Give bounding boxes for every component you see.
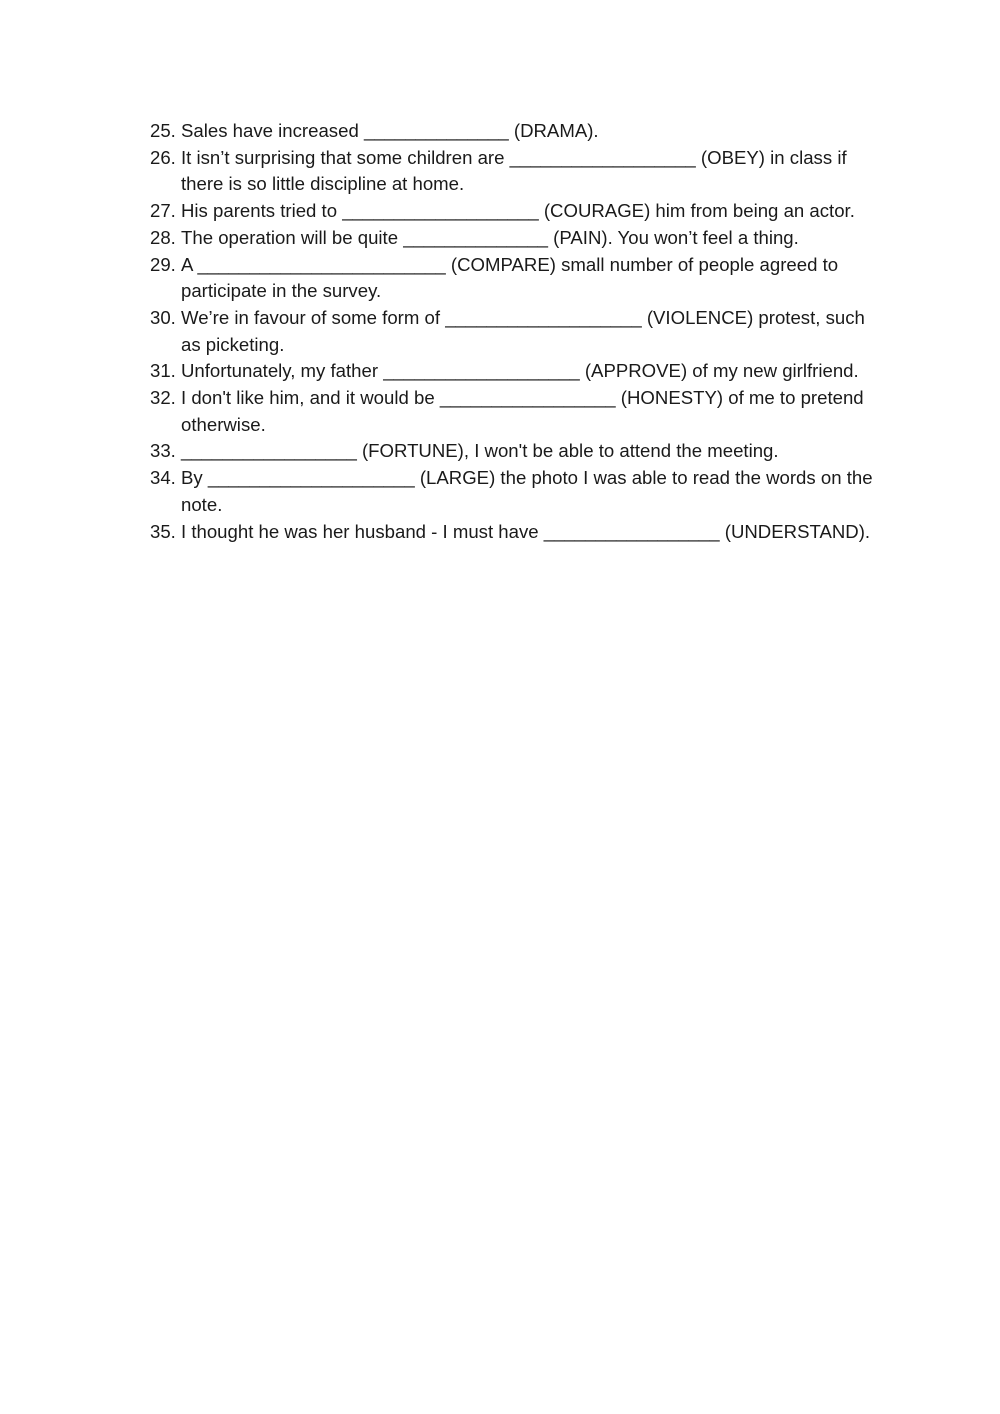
item-number: 35. [150,520,176,542]
item-number: 25. [150,120,176,141]
item-number: 29. [150,253,176,275]
worksheet-exercise-list [150,118,885,545]
item-number: 33. [150,440,176,462]
exercise-item-28 [150,225,885,252]
exercise-item-26 [150,145,885,198]
item-text: I don't like him, and it would be _________________ (HONESTY) of me to pretend otherwise. [181,387,864,435]
exercise-item-25 [150,118,885,145]
item-number: 27. [150,200,176,222]
item-text: Unfortunately, my father ___________________ (APPROVE) of my new girlfriend. [181,360,859,382]
item-number: 32. [150,387,176,409]
exercise-item-35 [150,519,885,546]
item-text: His parents tried to ___________________ (COURAGE) him from being an actor. [181,200,855,222]
exercise-item-27 [150,198,885,225]
item-number: 28. [150,226,176,248]
item-number: 26. [150,146,176,168]
item-text: By ____________________ (LARGE) the photo I was able to read the words on the note. [181,467,873,515]
item-number: 31. [150,360,176,382]
exercise-item-31 [150,358,885,385]
item-number: 30. [150,306,176,328]
item-text: The operation will be quite ______________ (PAIN). You won’t feel a thing. [181,226,799,248]
exercise-item-29 [150,252,885,305]
item-text: We’re in favour of some form of ___________________ (VIOLENCE) protest, such as picketing. [181,306,865,355]
exercise-item-30 [150,305,885,358]
item-text: I thought he was her husband - I must have _________________ (UNDERSTAND). [181,520,871,542]
item-text: It isn’t surprising that some children are __________________ (OBEY) in class if there is so little discipline at home. [181,146,847,195]
item-text: _________________ (FORTUNE), I won't be able to attend the meeting. [181,440,779,462]
exercise-item-32 [150,385,885,438]
exercise-item-33 [150,438,885,465]
item-text: Sales have increased ______________ (DRAMA). [181,120,599,141]
item-text: A ________________________ (COMPARE) small number of people agreed to participate in the survey. [181,253,839,302]
item-number: 34. [150,467,176,489]
exercise-item-34 [150,465,885,518]
